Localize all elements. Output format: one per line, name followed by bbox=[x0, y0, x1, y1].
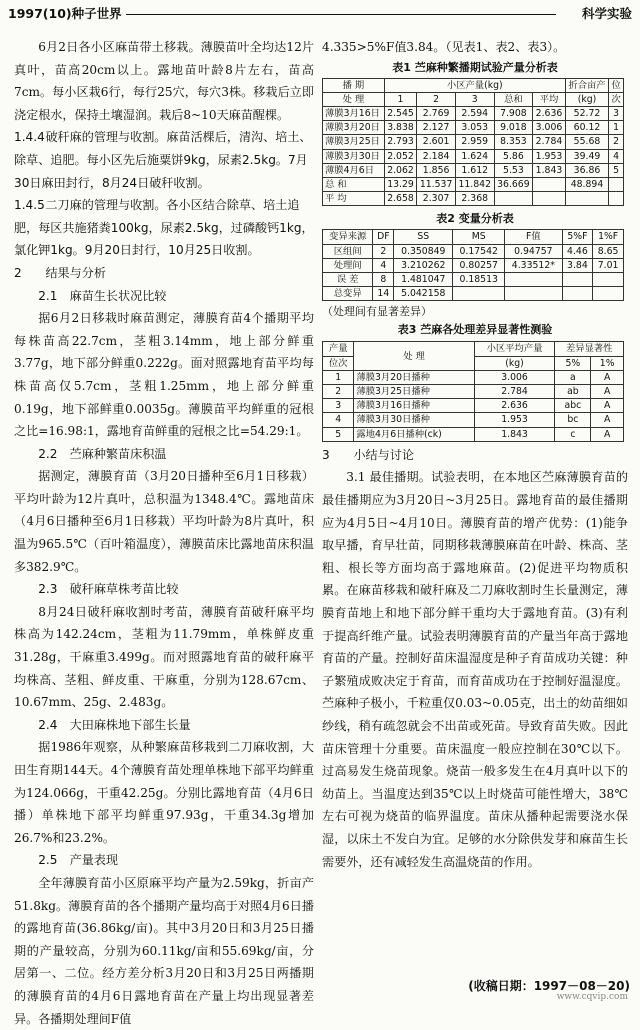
table-header-cell: DF bbox=[373, 230, 394, 244]
section-number: 2.4 bbox=[38, 717, 58, 732]
table-cell bbox=[609, 178, 624, 192]
table3-caption: 表3 苎麻各处理差异显著性测验 bbox=[397, 323, 553, 337]
table-cell: 平 均 bbox=[323, 192, 385, 206]
section-heading-text: 苎麻种繁苗床积温 bbox=[69, 446, 167, 461]
table-cell: 薄膜3月30日 bbox=[323, 149, 385, 163]
right-column bbox=[322, 36, 628, 873]
table-cell: 11.537 bbox=[417, 178, 456, 192]
table-cell: 4.46 bbox=[562, 244, 593, 258]
table-header-row bbox=[323, 230, 624, 244]
body-paragraph: 据测定，薄膜育苗（3月20日播种至6月1日移栽）平均叶龄为12片真叶，总积温为1348.4℃。露地苗床（4月6日播种至6月1日移栽）平均叶龄为8片真叶，积温为965.5℃（百叶箱温度），薄膜苗床比露地苗床积温多382.9℃。 bbox=[14, 469, 314, 574]
body-paragraph: 据1986年观察，从种繁麻苗移栽到二刀麻收割，大田生育期144天。4个薄膜育苗处理单株地下部平均鲜重为124.066g，干重42.25g。分别比露地育苗（4月6日播）单株地下部平均鲜重97.93g，干重34.3g增加26.7%和23.2%。 bbox=[14, 740, 314, 845]
table-header-row bbox=[323, 92, 624, 106]
table-header-cell: 差异显著性 bbox=[555, 342, 624, 356]
table-cell: 39.49 bbox=[565, 149, 608, 163]
table-cell: a bbox=[555, 370, 591, 384]
table-cell: 2.368 bbox=[455, 192, 494, 206]
table-cell: 2.545 bbox=[384, 107, 417, 121]
section-heading-text: 结果与分析 bbox=[45, 265, 106, 280]
table-cell: A bbox=[591, 427, 624, 441]
table-cell bbox=[562, 273, 593, 287]
table-cell: 4.33512* bbox=[505, 258, 562, 272]
body-paragraph: 据6月2日移栽时麻苗测定，薄膜育苗4个播期平均每株苗高22.7cm，茎粗3.14mm，地上部分鲜重3.77g，地下部分鲜重0.222g。面对照露地育苗平均每株苗高仅5.7cm，茎粗1.25mm，地上部分鲜重0.19g，地下部鲜重0.0035g。薄膜苗平均鲜重的冠根之比=16.98:1，露地育苗鲜重的冠根之比=54.29:1。 bbox=[14, 311, 314, 439]
table-cell: 薄膜3月25日播种 bbox=[354, 385, 474, 399]
journal-issue: 1997(10)种子世界 bbox=[8, 6, 122, 21]
table-cell: 8.65 bbox=[593, 244, 624, 258]
table-header-row bbox=[323, 342, 624, 356]
section-heading-text: 产量表现 bbox=[69, 853, 119, 868]
table-cell: c bbox=[555, 427, 591, 441]
table3-significance-test bbox=[322, 341, 624, 441]
section-number: 2.5 bbox=[38, 853, 58, 868]
table-cell: 5.86 bbox=[494, 149, 533, 163]
table2-variance-analysis bbox=[322, 229, 624, 301]
received-date: (收稿日期：1997－08－20) bbox=[468, 979, 630, 993]
table-cell bbox=[565, 192, 608, 206]
section-heading-text: 破秆麻的管理与收割。麻苗活棵后，清沟、培土、除草、追肥。每小区先后施粟饼9kg，尿素2.5kg。7月30日麻田封行，8月24日破秆收割。 bbox=[14, 130, 312, 190]
table-cell: 2.127 bbox=[417, 121, 456, 135]
table-cell: bc bbox=[555, 413, 591, 427]
table1-caption: 表1 苎麻种繁播期试验产量分析表 bbox=[392, 60, 558, 74]
table-cell: 4 bbox=[323, 413, 354, 427]
table-cell: 2.793 bbox=[384, 135, 417, 149]
table-cell bbox=[562, 287, 593, 301]
table-row bbox=[323, 121, 624, 135]
table-cell: 52.72 bbox=[565, 107, 608, 121]
section-number: 1.4.5 bbox=[14, 198, 45, 213]
table-cell: 3.838 bbox=[384, 121, 417, 135]
section-heading bbox=[14, 285, 314, 308]
table-cell: 5 bbox=[323, 427, 354, 441]
table-row bbox=[323, 135, 624, 149]
table-row bbox=[323, 107, 624, 121]
table-cell: 0.350849 bbox=[394, 244, 453, 258]
table-cell: 8 bbox=[373, 273, 394, 287]
table-row bbox=[323, 178, 624, 192]
table-cell bbox=[505, 287, 562, 301]
table-cell: 9.018 bbox=[494, 121, 533, 135]
table-cell: ab bbox=[555, 385, 591, 399]
table-cell: 14 bbox=[373, 287, 394, 301]
table-header-cell: (kg) bbox=[565, 92, 608, 106]
table-cell bbox=[533, 178, 566, 192]
table-cell: 1.612 bbox=[455, 163, 494, 177]
table-cell: 1.624 bbox=[455, 149, 494, 163]
table-row bbox=[323, 287, 624, 301]
table-header-cell: 折合亩产 bbox=[565, 78, 608, 92]
body-paragraph: 全年薄膜育苗小区原麻平均产量为2.59kg，折亩产51.8kg。薄膜育苗的各个播期产量均高于对照4月6日播的露地育苗(36.86kg/亩)。其中3月20日和3月25日播期的产量较高，分别为60.11kg/亩和55.69kg/亩，分居第一、二位。经方差分析3月20日和3月25日两播期的薄膜育苗的4月6日露地育苗在产量上均出现显著差异。各播期处理间F值 bbox=[14, 875, 314, 1026]
section-number: 2 bbox=[14, 265, 22, 280]
section-number: 2.1 bbox=[38, 288, 58, 303]
table-cell: 3.006 bbox=[474, 370, 555, 384]
section-heading bbox=[14, 194, 314, 262]
table-cell: 薄膜3月16日播种 bbox=[354, 399, 474, 413]
table-cell: 3.006 bbox=[533, 121, 566, 135]
table-header-cell: 处 理 bbox=[354, 342, 474, 370]
header-rule bbox=[126, 14, 556, 15]
section-number: 3 bbox=[322, 447, 330, 462]
table-cell bbox=[593, 273, 624, 287]
table-cell: 2.784 bbox=[474, 385, 555, 399]
table-header-cell: MS bbox=[453, 230, 505, 244]
table-header-cell: 5%F bbox=[562, 230, 593, 244]
table-row bbox=[323, 385, 624, 399]
table-header-cell: 5% bbox=[555, 356, 591, 370]
table-cell: 5 bbox=[609, 163, 624, 177]
table-cell: 2 bbox=[609, 135, 624, 149]
table-cell: 2.052 bbox=[384, 149, 417, 163]
table-cell: 2.062 bbox=[384, 163, 417, 177]
section-number: 1.4.4 bbox=[14, 130, 45, 145]
table-cell: 7.908 bbox=[494, 107, 533, 121]
section-number: 2.3 bbox=[38, 582, 58, 597]
table-cell: 薄膜3月30日播种 bbox=[354, 413, 474, 427]
table-header-cell: 1 bbox=[384, 92, 417, 106]
table-cell: 1.856 bbox=[417, 163, 456, 177]
table-cell: 2.636 bbox=[533, 107, 566, 121]
left-column bbox=[14, 36, 314, 1030]
table-cell: 3.053 bbox=[455, 121, 494, 135]
table-cell bbox=[533, 192, 566, 206]
table-cell: 1.953 bbox=[474, 413, 555, 427]
table-header-cell: 处 理 bbox=[323, 92, 385, 106]
table-header-cell: 产量 bbox=[323, 342, 354, 356]
table-header-cell: 位次 bbox=[323, 356, 354, 370]
table-cell: 薄膜4月6日 bbox=[323, 163, 385, 177]
table-cell: 1.953 bbox=[533, 149, 566, 163]
conclusion-section bbox=[322, 444, 628, 873]
table-cell: 3 bbox=[609, 107, 624, 121]
table-row bbox=[323, 258, 624, 272]
table-cell: 总变异 bbox=[323, 287, 373, 301]
table-cell: 2.658 bbox=[384, 192, 417, 206]
table-cell: 1 bbox=[609, 121, 624, 135]
table-cell: 5.042158 bbox=[394, 287, 453, 301]
table-header-cell: (kg) bbox=[474, 356, 555, 370]
table-cell: 2.594 bbox=[455, 107, 494, 121]
table-cell: 2.769 bbox=[417, 107, 456, 121]
table-cell: 13.29 bbox=[384, 178, 417, 192]
section-heading bbox=[322, 444, 628, 467]
table-cell: 3.84 bbox=[562, 258, 593, 272]
table-cell: 2 bbox=[323, 385, 354, 399]
table-row bbox=[323, 399, 624, 413]
table-cell: 1.843 bbox=[474, 427, 555, 441]
table-cell: 薄膜3月20日播种 bbox=[354, 370, 474, 384]
table-cell: 2.784 bbox=[533, 135, 566, 149]
table-cell: 36.669 bbox=[494, 178, 533, 192]
section-heading bbox=[14, 262, 314, 285]
table-cell: 2.307 bbox=[417, 192, 456, 206]
section-heading-text: 破秆麻草株考苗比较 bbox=[69, 582, 179, 597]
table-cell bbox=[453, 287, 505, 301]
table-header-cell: 小区平均产量 bbox=[474, 342, 555, 356]
table-cell: 3.210262 bbox=[394, 258, 453, 272]
table-cell: 2.184 bbox=[417, 149, 456, 163]
table-cell: 0.80257 bbox=[453, 258, 505, 272]
table-cell: abc bbox=[555, 399, 591, 413]
table-row bbox=[323, 149, 624, 163]
table-cell: A bbox=[591, 399, 624, 413]
table-cell: 2.601 bbox=[417, 135, 456, 149]
table-cell: 7.01 bbox=[593, 258, 624, 272]
table-cell: 0.18513 bbox=[453, 273, 505, 287]
table-cell bbox=[494, 192, 533, 206]
table-cell: 2.959 bbox=[455, 135, 494, 149]
table-cell bbox=[609, 192, 624, 206]
section-heading-text: 大田麻株地下部生长量 bbox=[69, 717, 191, 732]
table-header-cell: 位 bbox=[609, 78, 624, 92]
table-header-cell: 1% bbox=[591, 356, 624, 370]
table-cell: A bbox=[591, 370, 624, 384]
table-cell: 3 bbox=[323, 399, 354, 413]
table-row bbox=[323, 163, 624, 177]
table-header-cell: 3 bbox=[455, 92, 494, 106]
running-header bbox=[8, 4, 632, 26]
results-summary-line: 4.335>5%F值3.84。（见表1、表2、表3）。 bbox=[322, 40, 566, 54]
table-header-cell: 播 期 bbox=[323, 78, 385, 92]
body-paragraph: 6月2日各小区麻苗带土移栽。薄膜苗叶全均达12片真叶，苗高20cm以上。露地苗叶龄8片左右，苗高7cm。每小区栽6行，每行25穴，每穴3株。移栽后立即浇定根水，保持土壤湿润。栽后8~10天麻苗醒棵。 bbox=[14, 40, 314, 122]
table-cell: A bbox=[591, 385, 624, 399]
table-cell: 误 差 bbox=[323, 273, 373, 287]
table-cell: 60.12 bbox=[565, 121, 608, 135]
table-cell: 2.636 bbox=[474, 399, 555, 413]
body-paragraph: 3.1 最佳播期。试验表明，在本地区苎麻薄膜育苗的最佳播期应为3月20日~3月25日。露地育苗的最佳播期应为4月5日~4月10日。薄膜育苗的增产优势：(1)能争取早播，育早壮苗，同期移栽薄膜麻苗在叶龄、株高、茎粗、根长等方面均高于露地麻苗。(2)促进平均物质积累。在麻苗移栽和破秆麻及二刀麻收割时生长量测定，薄膜育苗地上和地下部分鲜干重均大于露地育苗。(3)有利于提高纤维产量。试验表明薄膜育苗的产量当年高于露地育苗的产量。控制好苗床温湿度是种子育苗成功关键：种子繁殖成败决定于育苗，而育苗成功在于控制好温湿度。苎麻种子极小，千粒重仅0.03~0.05克，出土的幼苗细如纱线，稍有疏忽就会不出苗或死苗。导致育苗失败。因此苗床管理十分重要。苗床温度一般应控制在30℃以下。过高易发生烧苗现象。烧苗一般多发生在4月真叶以下的幼苗上。当温度达到35℃以上时烧苗可能性增大，38℃左右可视为烧苗的临界温度。苗床从播种起需要浇水保湿，以床土不发白为宜。足够的水分除供发芽和麻苗生长需要外，还有减轻发生高温烧苗的作用。 bbox=[322, 470, 628, 869]
table-header-cell: 平均 bbox=[533, 92, 566, 106]
section-number: 2.2 bbox=[38, 446, 58, 461]
table-cell: 36.86 bbox=[565, 163, 608, 177]
section-heading bbox=[14, 714, 314, 737]
table-cell bbox=[505, 273, 562, 287]
table-row bbox=[323, 370, 624, 384]
table-header-cell: 次 bbox=[609, 92, 624, 106]
section-heading-text: 二刀麻的管理与收割。各小区结合除草、培土追肥，每区共施猪粪100kg，尿素2.5kg，过磷酸钙1kg，氯化钾1kg。9月20日封行，10月25日收割。 bbox=[14, 198, 314, 258]
section-heading-text: 麻苗生长状况比较 bbox=[69, 288, 167, 303]
table-cell: 1.481047 bbox=[394, 273, 453, 287]
table-row bbox=[323, 413, 624, 427]
table-cell: 处理间 bbox=[323, 258, 373, 272]
table-cell: 露地4月6日播种(ck) bbox=[354, 427, 474, 441]
table-cell: 区组间 bbox=[323, 244, 373, 258]
section-heading bbox=[14, 578, 314, 601]
table-cell: 薄膜3月25日 bbox=[323, 135, 385, 149]
table-cell: 薄膜3月20日 bbox=[323, 121, 385, 135]
table-row bbox=[323, 192, 624, 206]
section-heading bbox=[14, 849, 314, 872]
table-cell: 0.94757 bbox=[505, 244, 562, 258]
table-row bbox=[323, 244, 624, 258]
table-cell: 48.894 bbox=[565, 178, 608, 192]
table-cell bbox=[593, 287, 624, 301]
table-header-cell: 总和 bbox=[494, 92, 533, 106]
table-header-row bbox=[323, 78, 624, 92]
table-header-cell: F值 bbox=[505, 230, 562, 244]
table-cell: 1 bbox=[323, 370, 354, 384]
section-title: 科学实验 bbox=[581, 6, 632, 21]
table-row bbox=[323, 273, 624, 287]
table-cell: 0.17542 bbox=[453, 244, 505, 258]
section-heading-text: 小结与讨论 bbox=[353, 447, 414, 462]
table-header-cell: 变异来源 bbox=[323, 230, 373, 244]
table-header-cell: 小区产量(kg) bbox=[384, 78, 565, 92]
table-row bbox=[323, 427, 624, 441]
table-cell: 总 和 bbox=[323, 178, 385, 192]
table-cell: 4 bbox=[609, 149, 624, 163]
table-cell: 5.53 bbox=[494, 163, 533, 177]
watermark: www.cqvip.com bbox=[556, 992, 628, 1002]
section-heading bbox=[14, 126, 314, 194]
section-heading bbox=[14, 443, 314, 466]
table-cell: 11.842 bbox=[455, 178, 494, 192]
table2-caption: 表2 变量分析表 bbox=[436, 212, 514, 226]
table-cell: 1.843 bbox=[533, 163, 566, 177]
table-cell: A bbox=[591, 413, 624, 427]
table-cell: 薄膜3月16日 bbox=[323, 107, 385, 121]
table-cell: 8.353 bbox=[494, 135, 533, 149]
table-header-cell: 2 bbox=[417, 92, 456, 106]
table1-yield-analysis bbox=[322, 78, 624, 207]
body-paragraph: 8月24日破秆麻收割时考苗，薄膜育苗破秆麻平均株高为142.24cm，茎粗为11.79mm，单株鲜皮重31.28g，干麻重3.499g。而对照露地育苗的破秆麻平均株高、茎粗、鲜皮重、干麻重，分别为128.67cm、10.67mm、25g、2.483g。 bbox=[14, 604, 314, 710]
table-cell: 4 bbox=[373, 258, 394, 272]
table2-note: （处理间有显著差异） bbox=[322, 305, 432, 319]
table-header-cell: 1%F bbox=[593, 230, 624, 244]
table-cell: 55.68 bbox=[565, 135, 608, 149]
table-cell: 2 bbox=[373, 244, 394, 258]
table-header-cell: SS bbox=[394, 230, 453, 244]
